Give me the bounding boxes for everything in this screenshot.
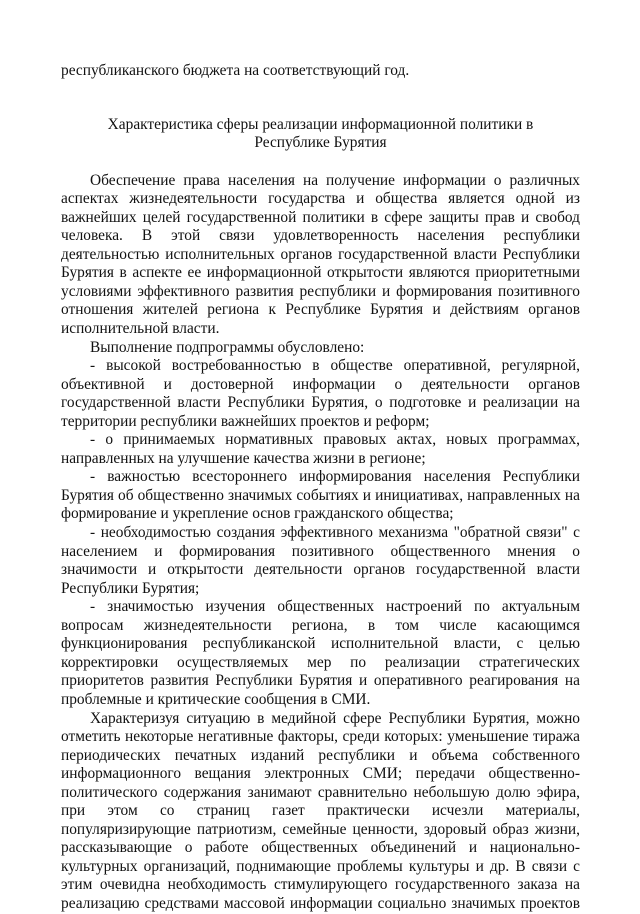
list-item-legal-acts: - о принимаемых нормативных правовых актах, новых программах, направленных на улучшение качества жизни в регионе; (61, 431, 580, 467)
paragraph-media-situation: Характеризуя ситуацию в медийной сфере Республики Бурятия, можно отметить некоторые негативные факторы, среди которых: уменьшение тиража периодических печатных изданий республики и объема собственного информационного вещания электронных СМИ; передачи общественно-политического содержания занимают сравнительно небольшую долю эфира, при этом со страниц газет практически исчезли материалы, популяризирующие патриотизм, семейные ценности, здоровый образ жизни, рассказывающие о работе общественных объединений и национально-культурных организаций, поднимающие проблемы культуры и др. В связи с этим очевидна необходимость стимулирующего государственного заказа на реализацию средствами массовой информации социально значимых проектов (61, 709, 580, 912)
list-item-feedback-mechanism: - необходимостью создания эффективного механизма "обратной связи" с населением и формирования позитивного общественного мнения о значимости и открытости деятельности органов государственной власти Республики Бурятия; (61, 524, 580, 597)
section-heading (61, 116, 580, 153)
paragraph-intro: Обеспечение права населения на получение информации о различных аспектах жизнедеятельности государства и общества является одной из важнейших целей государственной политики в сфере защиты прав и свобод человека. В этой связи удовлетворенность населения республики деятельностью исполнительных органов государственной власти Республики Бурятия в аспекте ее информационной открытости являются приоритетными условиями эффективного развития республики и формирования позитивного отношения жителей региона к Республике Бурятия и действиям органов исполнительной власти. (61, 171, 580, 338)
section-heading-line-1: Характеристика сферы реализации информационной политики в (107, 115, 534, 133)
carryover-line: республиканского бюджета на соответствующий год. (61, 62, 410, 79)
paragraph-conditions-lead: Выполнение подпрограммы обусловлено: (90, 338, 365, 356)
section-body (61, 172, 580, 914)
section-heading-line-2: Республике Бурятия (254, 134, 387, 152)
list-item-public-sentiment: - значимостью изучения общественных настроений по актуальным вопросам жизнедеятельности региона, в том числе касающимся функционирования республиканской исполнительной власти, с целью корректировки осуществляемых мер по реализации стратегических приоритетов развития Республики Бурятия и оперативного реагирования на проблемные и критические сообщения в СМИ. (61, 598, 580, 708)
list-item-demand-for-information: - высокой востребованностью в обществе оперативной, регулярной, объективной и достоверной информации о деятельности органов государственной власти Республики Бурятия, о подготовке и реализации на территории республики важнейших проектов и реформ; (61, 357, 580, 430)
list-item-informing-population: - важностью всестороннего информирования населения Республики Бурятия об общественно значимых событиях и инициативах, направленных на формирование и укрепление основ гражданского общества; (61, 468, 580, 523)
